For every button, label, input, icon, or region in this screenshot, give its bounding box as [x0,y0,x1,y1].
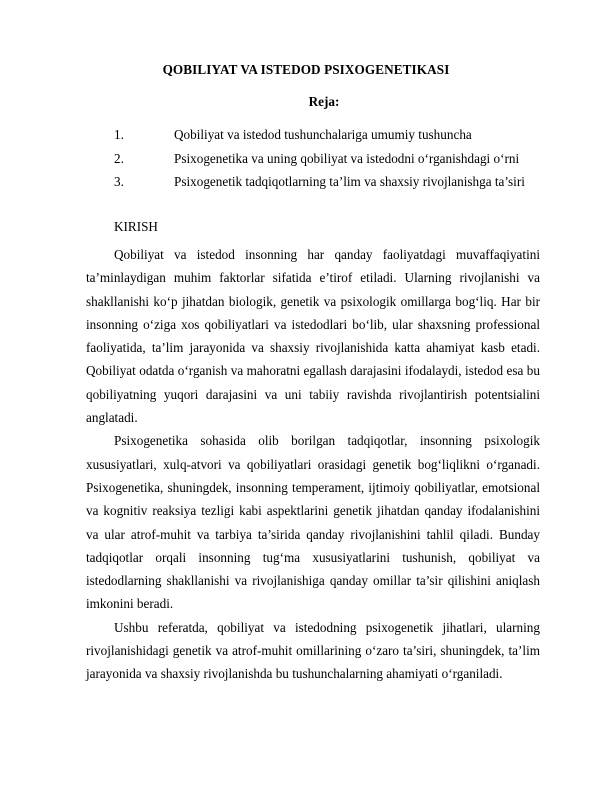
paragraph: Ushbu referatda, qobiliyat va istedodning psixogenetik jihatlari, ularning rivojlanishidagi genetik va atrof-muhit omillarining o‘zaro ta’siri, shuningdek, ta’lim jarayonida va shaxsiy rivojlanishda bu tushunchalarning ahamiyati o‘rganiladi. [86,619,540,682]
body-text [86,243,540,686]
plan-item-text: Qobiliyat va istedod tushunchalariga umumiy tushuncha [174,127,472,142]
plan-item-number: 2. [114,150,124,166]
plan-item-number: 1. [114,127,124,142]
plan-item-text: Psixogenetika va uning qobiliyat va istedodni o‘rganishdagi o‘rni [174,150,520,166]
plan-heading: Reja: [308,94,340,109]
plan-item-number: 3. [114,174,124,189]
plan-item [114,126,554,150]
paragraph: Psixogenetika sohasida olib borilgan tadqiqotlar, insonning psixologik xususiyatlari, xulq-atvori va qobiliyatlari orasidagi genetik bog‘liqlikni o‘rganadi. Psixogenetika, shuningdek, insonning temperament, ijtimoiy qobiliyatlar, emotsional va kognitiv reaksiya tezligi kabi aspektlarini genetik jihatdan qanday ifodalanishini va ular atrof-muhit va tarbiya ta’sirida qanday rivojlanishini tahlil qiladi. Bunday tadqiqotlar orqali insonning tug‘ma xususiyatlarini tushunish, qobiliyat va istedodlarning shakllanishi va rivojlanishiga qanday omillar ta’sir qilishini aniqlash imkonini beradi. [86,433,540,612]
plan-list [114,126,554,197]
plan-item [114,150,554,174]
plan-item [114,173,554,197]
paragraph: Qobiliyat va istedod insonning har qanday faoliyatdagi muvaffaqiyatini ta’minlaydigan muhim faktorlar sifatida e’tirof etiladi. Ularning rivojlanishi va shakllanishi ko‘p jihatdan biologik, genetik va psixologik omillarga bog‘liq. Har bir insonning o‘ziga xos qobiliyatlari va istedodlari bo‘lib, ular shaxsning professional faoliyatida, ta’lim jarayonida va shaxsiy rivojlanishida katta ahamiyat kasb etadi. Qobiliyat odatda o‘rganish va mahoratni egallash darajasini ifodalaydi, istedod esa bu qobiliyatning yuqori darajasini va uni tabiiy ravishda rivojlantirish potentsialini anglatadi. [86,247,540,426]
plan-item-text: Psixogenetik tadqiqotlarning ta’lim va shaxsiy rivojlanishga ta’siri [174,174,525,189]
intro-heading: KIRISH [114,219,158,234]
document-title: QOBILIYAT VA ISTEDOD PSIXOGENETIKASI [162,62,450,77]
